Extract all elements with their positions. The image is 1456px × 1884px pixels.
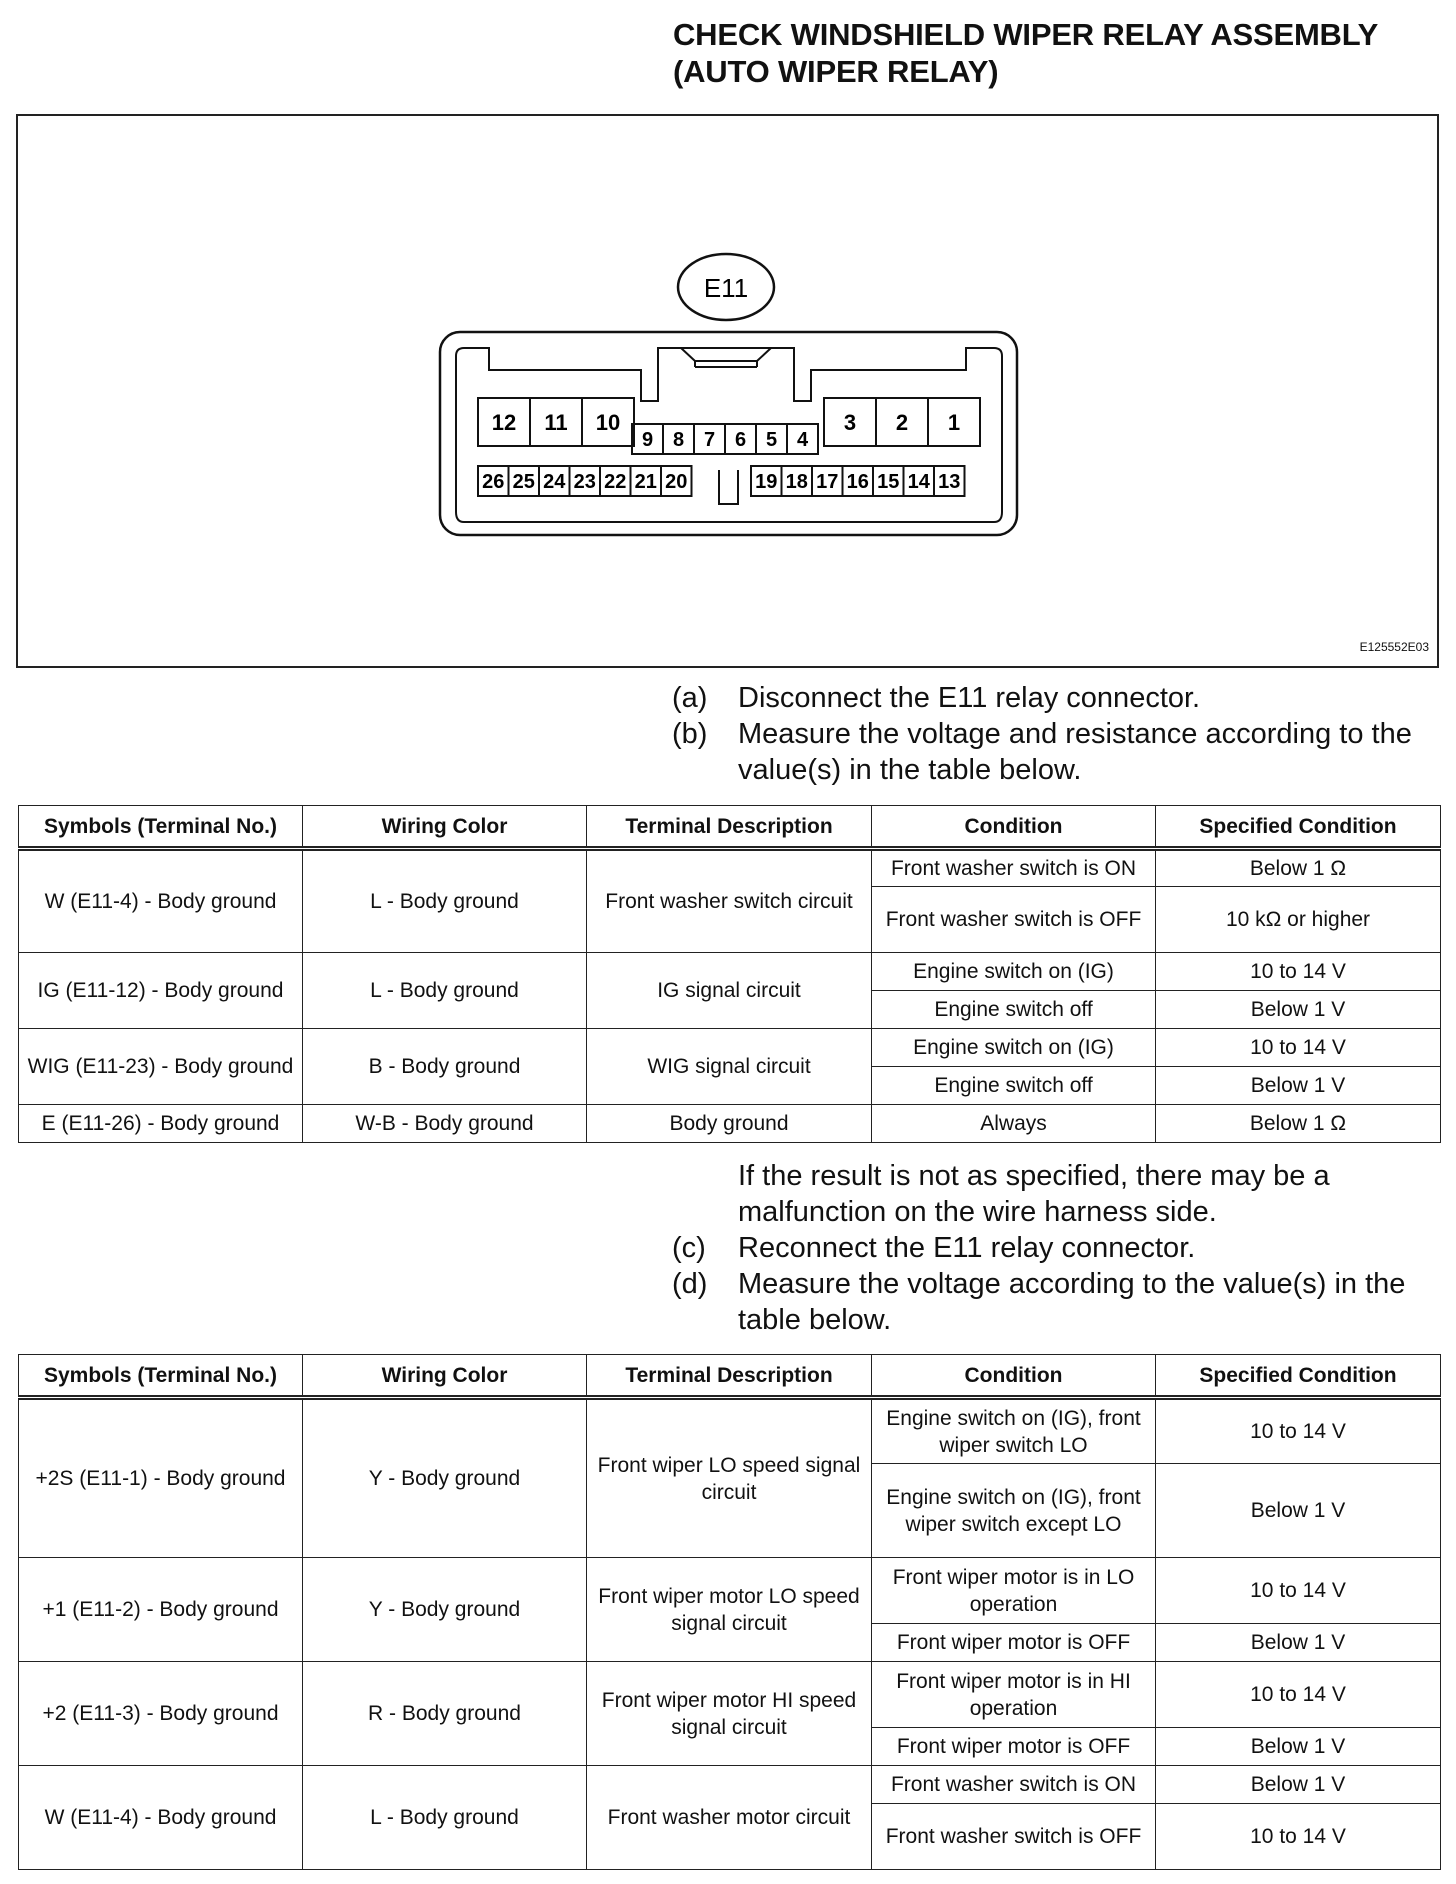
pin-number: 13 xyxy=(938,471,961,494)
pin-number: 1 xyxy=(947,409,961,435)
cell-symbol: W (E11-4) - Body ground xyxy=(19,849,303,953)
pin-number: 3 xyxy=(843,409,857,435)
cell-symbol: E (E11-26) - Body ground xyxy=(19,1105,303,1143)
step-c xyxy=(672,1230,1438,1266)
cell-symbol: +2 (E11-3) - Body ground xyxy=(19,1662,303,1766)
heading-line-2: (AUTO WIPER RELAY) xyxy=(673,54,999,89)
cell-condition: Front washer switch is OFF xyxy=(872,1804,1156,1870)
pin-number: 25 xyxy=(512,471,535,494)
cell-wiring: B - Body ground xyxy=(303,1029,587,1105)
cell-spec: 10 to 14 V xyxy=(1156,1029,1441,1067)
pin-number: 11 xyxy=(544,409,568,435)
header-wiring: Wiring Color xyxy=(303,1355,587,1398)
pin-number: 22 xyxy=(604,471,627,494)
page-heading xyxy=(673,16,1378,90)
pin-number: 12 xyxy=(491,409,517,435)
header-description: Terminal Description xyxy=(587,806,872,849)
table-header-row xyxy=(19,806,1441,849)
cell-spec: Below 1 Ω xyxy=(1156,849,1441,887)
pin-number: 23 xyxy=(573,471,596,494)
pin-number: 24 xyxy=(543,471,566,494)
header-condition: Condition xyxy=(872,1355,1156,1398)
spec-table-2 xyxy=(18,1354,1441,1870)
heading-line-1: CHECK WINDSHIELD WIPER RELAY ASSEMBLY xyxy=(673,17,1379,52)
pin-number: 17 xyxy=(816,471,839,494)
cell-condition: Engine switch on (IG) xyxy=(872,953,1156,991)
step-text: Measure the voltage and resistance according to the value(s) in the table below. xyxy=(738,718,1412,786)
cell-wiring: L - Body ground xyxy=(303,1766,587,1870)
step-label: (a) xyxy=(672,682,708,714)
table-row xyxy=(19,1105,1441,1143)
pin-number: 15 xyxy=(877,471,900,494)
cell-spec: 10 kΩ or higher xyxy=(1156,887,1441,953)
cell-condition: Engine switch on (IG) xyxy=(872,1029,1156,1067)
pin-number: 10 xyxy=(595,409,621,435)
table-row xyxy=(19,1029,1441,1067)
pin-number: 5 xyxy=(765,429,778,452)
step-d xyxy=(672,1266,1438,1338)
cell-spec: Below 1 V xyxy=(1156,991,1441,1029)
pin-number: 18 xyxy=(785,471,808,494)
header-specified: Specified Condition xyxy=(1156,1355,1441,1398)
step-text: Reconnect the E11 relay connector. xyxy=(738,1232,1196,1264)
spec-table-1 xyxy=(18,805,1441,1143)
cell-condition: Engine switch off xyxy=(872,1067,1156,1105)
step-label: (d) xyxy=(672,1268,708,1300)
pin-number: 14 xyxy=(907,471,930,494)
cell-description: Front wiper motor LO speed signal circuit xyxy=(587,1558,872,1662)
table-row xyxy=(19,1662,1441,1728)
table-row xyxy=(19,953,1441,991)
cell-condition: Engine switch off xyxy=(872,991,1156,1029)
cell-description: Front washer motor circuit xyxy=(587,1766,872,1870)
cell-wiring: L - Body ground xyxy=(303,849,587,953)
cell-wiring: L - Body ground xyxy=(303,953,587,1029)
cell-description: Body ground xyxy=(587,1105,872,1143)
cell-condition: Always xyxy=(872,1105,1156,1143)
cell-symbol: +2S (E11-1) - Body ground xyxy=(19,1398,303,1558)
pin-number: 9 xyxy=(641,429,654,452)
cell-spec: 10 to 14 V xyxy=(1156,953,1441,991)
cell-spec: Below 1 Ω xyxy=(1156,1105,1441,1143)
cell-description: IG signal circuit xyxy=(587,953,872,1029)
header-wiring: Wiring Color xyxy=(303,806,587,849)
pin-number: 26 xyxy=(482,471,505,494)
connector-diagram xyxy=(18,116,1437,666)
cell-wiring: R - Body ground xyxy=(303,1662,587,1766)
cell-condition: Front wiper motor is in HI operation xyxy=(872,1662,1156,1728)
steps-c-d xyxy=(672,1230,1438,1338)
table-header-row xyxy=(19,1355,1441,1398)
cell-spec: Below 1 V xyxy=(1156,1067,1441,1105)
step-label: (b) xyxy=(672,718,708,750)
pin-number: 16 xyxy=(846,471,869,494)
steps-a-b xyxy=(672,680,1438,788)
pin-number: 20 xyxy=(665,471,688,494)
step-text: Measure the voltage according to the value(s) in the table below. xyxy=(738,1268,1406,1336)
cell-spec: Below 1 V xyxy=(1156,1766,1441,1804)
cell-condition: Front wiper motor is OFF xyxy=(872,1728,1156,1766)
figure-code: E125552E03 xyxy=(1359,640,1429,654)
connector-figure xyxy=(16,114,1439,668)
step-text: Disconnect the E11 relay connector. xyxy=(738,682,1201,714)
cell-spec: 10 to 14 V xyxy=(1156,1804,1441,1870)
cell-symbol: +1 (E11-2) - Body ground xyxy=(19,1558,303,1662)
connector-label: E11 xyxy=(703,273,749,303)
step-label: (c) xyxy=(672,1232,706,1264)
table-row xyxy=(19,849,1441,887)
cell-symbol: IG (E11-12) - Body ground xyxy=(19,953,303,1029)
cell-spec: Below 1 V xyxy=(1156,1728,1441,1766)
cell-spec: 10 to 14 V xyxy=(1156,1662,1441,1728)
header-symbols: Symbols (Terminal No.) xyxy=(19,806,303,849)
pin-number: 7 xyxy=(703,429,716,452)
step-a xyxy=(672,680,1438,716)
pin-number: 4 xyxy=(796,429,809,452)
cell-condition: Front washer switch is ON xyxy=(872,849,1156,887)
cell-spec: 10 to 14 V xyxy=(1156,1398,1441,1464)
cell-condition: Front wiper motor is in LO operation xyxy=(872,1558,1156,1624)
table-row xyxy=(19,1766,1441,1804)
header-description: Terminal Description xyxy=(587,1355,872,1398)
cell-condition: Front washer switch is OFF xyxy=(872,887,1156,953)
cell-symbol: W (E11-4) - Body ground xyxy=(19,1766,303,1870)
pin-number: 2 xyxy=(895,409,909,435)
result-note: If the result is not as specified, there may be a malfunction on the wire harness side. xyxy=(738,1160,1330,1228)
cell-condition: Front washer switch is ON xyxy=(872,1766,1156,1804)
pin-number: 6 xyxy=(734,429,747,452)
step-b xyxy=(672,716,1438,788)
cell-wiring: Y - Body ground xyxy=(303,1558,587,1662)
cell-description: WIG signal circuit xyxy=(587,1029,872,1105)
header-symbols: Symbols (Terminal No.) xyxy=(19,1355,303,1398)
cell-wiring: Y - Body ground xyxy=(303,1398,587,1558)
pin-number: 21 xyxy=(634,471,657,494)
table-row xyxy=(19,1398,1441,1464)
table-row xyxy=(19,1558,1441,1624)
cell-description: Front wiper motor HI speed signal circuit xyxy=(587,1662,872,1766)
pin-number: 19 xyxy=(755,471,778,494)
cell-description: Front washer switch circuit xyxy=(587,849,872,953)
cell-symbol: WIG (E11-23) - Body ground xyxy=(19,1029,303,1105)
cell-description: Front wiper LO speed signal circuit xyxy=(587,1398,872,1558)
header-condition: Condition xyxy=(872,806,1156,849)
header-specified: Specified Condition xyxy=(1156,806,1441,849)
pin-number: 8 xyxy=(672,429,685,452)
cell-spec: Below 1 V xyxy=(1156,1464,1441,1558)
cell-spec: Below 1 V xyxy=(1156,1624,1441,1662)
cell-condition: Engine switch on (IG), front wiper switch except LO xyxy=(872,1464,1156,1558)
cell-condition: Engine switch on (IG), front wiper switch LO xyxy=(872,1398,1156,1464)
cell-wiring: W-B - Body ground xyxy=(303,1105,587,1143)
cell-condition: Front wiper motor is OFF xyxy=(872,1624,1156,1662)
cell-spec: 10 to 14 V xyxy=(1156,1558,1441,1624)
